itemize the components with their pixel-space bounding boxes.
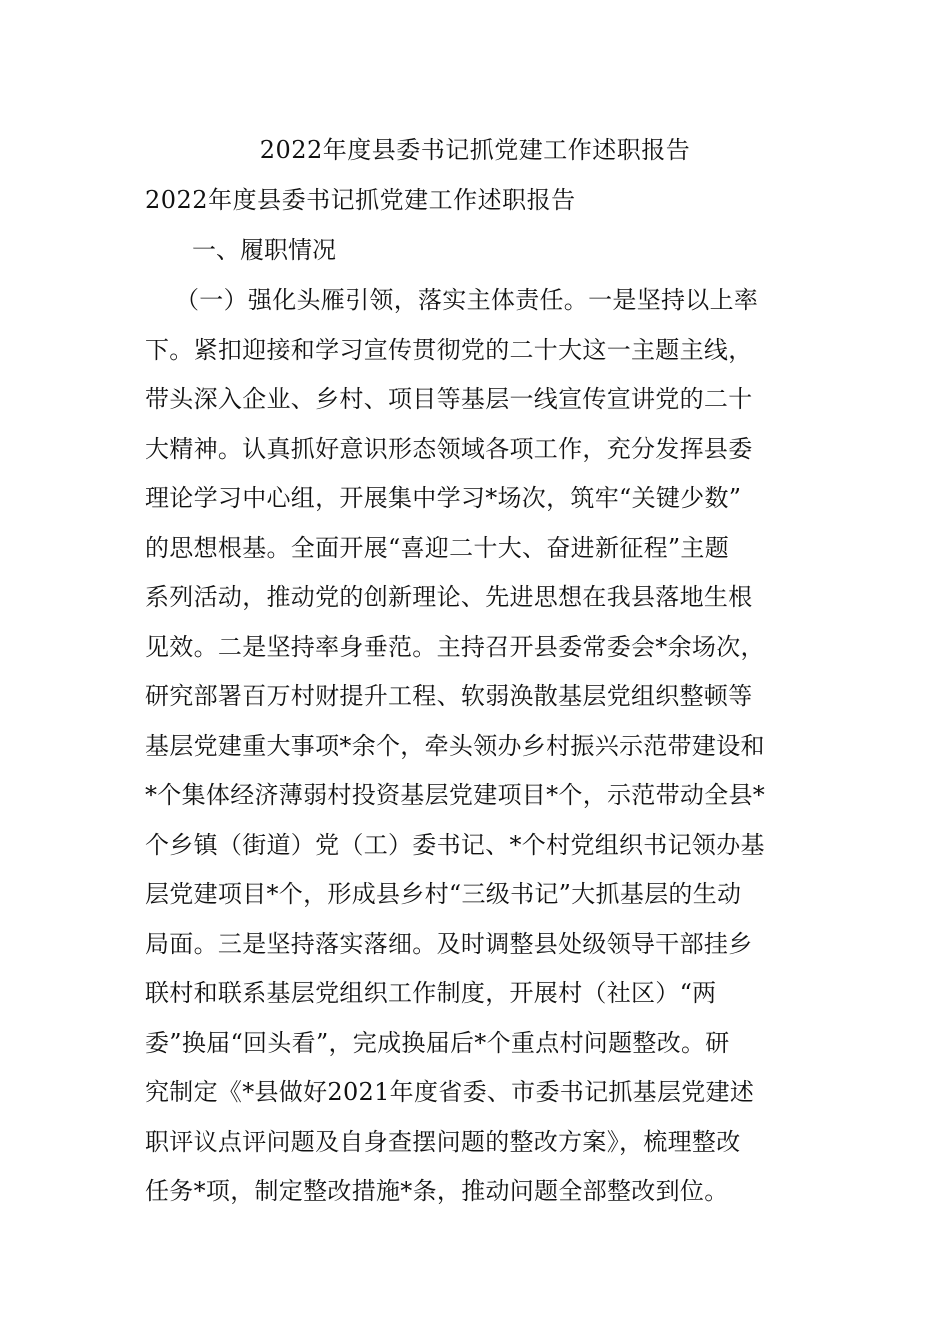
document-subtitle: 2022年度县委书记抓党建工作述职报告 [145,186,576,214]
paragraph-line: *个集体经济薄弱村投资基层党建项目*个，示范带动全县* [145,781,766,809]
body-paragraph [145,282,825,1223]
section-heading: 一、履职情况 [192,236,336,264]
paragraph-line: 系列活动，推动党的创新理论、先进思想在我县落地生根 [145,583,753,611]
paragraph-line: 联村和联系基层党组织工作制度，开展村（社区）“两 [145,979,717,1007]
paragraph-line: 下。紧扣迎接和学习宣传贯彻党的二十大这一主题主线， [145,335,753,364]
paragraph-line: 基层党建重大事项*余个，牵头领办乡村振兴示范带建设和 [145,731,765,760]
paragraph-line: 局面。三是坚持落实落细。及时调整县处级领导干部挂乡 [145,929,753,958]
paragraph-line: 究制定《*县做好2021年度省委、市委书记抓基层党建述 [145,1078,755,1106]
paragraph-line: 职评议点评问题及自身查摆问题的整改方案》，梳理整改 [145,1127,741,1156]
paragraph-line: 大精神。认真抓好意识形态领域各项工作，充分发挥县委 [145,434,753,463]
paragraph-line: 理论学习中心组，开展集中学习*场次，筑牢“关键少数” [145,484,742,512]
paragraph-line: 研究部署百万村财提升工程、软弱涣散基层党组织整顿等 [145,682,753,710]
paragraph-line: 层党建项目*个，形成县乡村“三级书记”大抓基层的生动 [145,880,742,908]
paragraph-line: 个乡镇（街道）党（工）委书记、*个村党组织书记领办基 [145,830,765,859]
paragraph-line: 见效。二是坚持率身垂范。主持召开县委常委会*余场次， [145,632,765,661]
paragraph-line: 任务*项，制定整改措施*条，推动问题全部整改到位。 [145,1177,729,1205]
paragraph-line: 带头深入企业、乡村、项目等基层一线宣传宣讲党的二十 [145,385,753,413]
paragraph-line: （一）强化头雁引领，落实主体责任。一是坚持以上率 [175,286,759,314]
paragraph-line: 委”换届“回头看”，完成换届后*个重点村问题整改。研 [145,1028,730,1057]
document-title: 2022年度县委书记抓党建工作述职报告 [259,136,691,164]
paragraph-line: 的思想根基。全面开展“喜迎二十大、奋进新征程”主题 [145,533,730,562]
